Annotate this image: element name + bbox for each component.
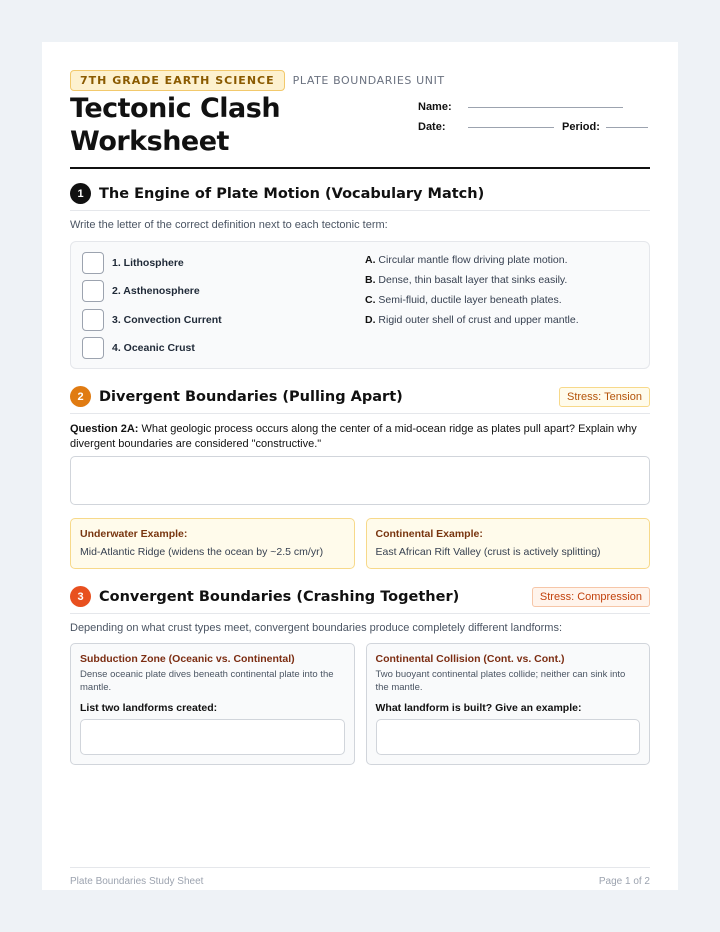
section-header <box>70 386 650 414</box>
worksheet-header <box>70 70 650 169</box>
section-header <box>70 183 650 211</box>
answer-box-2a[interactable] <box>70 456 650 505</box>
date-field[interactable] <box>468 127 554 128</box>
answer-box[interactable] <box>80 719 345 755</box>
worksheet-page <box>42 42 678 890</box>
section-description: Depending on what crust types meet, convergent boundaries produce completely different landforms: <box>70 622 563 634</box>
term-label: 4. Oceanic Crust <box>112 341 195 354</box>
section-divergent <box>70 386 650 569</box>
section-title: The Engine of Plate Motion (Vocabulary Match) <box>99 185 485 202</box>
question-2a: Question 2A: What geologic process occurs along the center of a mid-ocean ridge as plates pull apart? Explain why divergent boundaries are considered "constructive." <box>70 423 637 450</box>
section-instructions: Write the letter of the correct definition next to each tectonic term: <box>70 219 388 231</box>
answer-checkbox[interactable] <box>82 337 104 359</box>
footer-title: Plate Boundaries Study Sheet <box>70 876 204 887</box>
period-field[interactable] <box>606 127 648 128</box>
definition-item: D. Rigid outer shell of crust and upper mantle. <box>365 314 579 326</box>
page-number: Page 1 of 2 <box>598 876 650 887</box>
definition-item: C. Semi-fluid, ductile layer beneath plates. <box>365 294 562 306</box>
section-title: Convergent Boundaries (Crashing Together) <box>99 588 460 605</box>
answer-checkbox[interactable] <box>82 252 104 274</box>
section-title: Divergent Boundaries (Pulling Apart) <box>99 388 403 405</box>
student-fields <box>418 97 650 137</box>
example-card: Underwater Example: Mid-Atlantic Ridge (widens the ocean by ~2.5 cm/yr) <box>70 518 355 569</box>
name-field[interactable] <box>468 107 623 108</box>
answer-box[interactable] <box>376 719 641 755</box>
page-footer <box>70 867 650 887</box>
name-label: Name: <box>418 101 452 113</box>
date-label: Date: <box>418 121 446 133</box>
term-row <box>82 337 222 359</box>
term-label: 1. Lithosphere <box>112 257 184 269</box>
page-title: Tectonic Clash Worksheet <box>70 93 281 157</box>
boundary-card: Continental Collision (Cont. vs. Cont.) Two buoyant continental plates collide; neither can sink into the mantle. What landform is built? Give an example: <box>366 643 651 765</box>
section-vocabulary <box>70 183 650 369</box>
unit-label: PLATE BOUNDARIES UNIT <box>292 73 445 87</box>
section-convergent <box>70 586 650 765</box>
term-row <box>82 252 222 274</box>
term-row <box>82 309 222 331</box>
vocab-match-box <box>70 241 650 369</box>
example-card: Continental Example: East African Rift Valley (crust is actively splitting) <box>366 518 651 569</box>
section-number-badge: 2 <box>70 386 91 407</box>
term-row <box>82 280 222 302</box>
answer-checkbox[interactable] <box>82 280 104 302</box>
term-label: 3. Convection Current <box>112 313 222 326</box>
definition-item: A. Circular mantle flow driving plate motion. <box>365 254 568 266</box>
term-label: 2. Asthenosphere <box>112 285 200 298</box>
stress-badge: Stress: Tension <box>559 387 650 407</box>
boundary-card: Subduction Zone (Oceanic vs. Continental) Dense oceanic plate dives beneath continental plate into the mantle. List two landforms created: <box>70 643 355 765</box>
period-label: Period: <box>562 121 600 133</box>
grade-tag: 7TH GRADE EARTH SCIENCE <box>70 70 285 91</box>
section-number-badge: 3 <box>70 586 91 607</box>
answer-checkbox[interactable] <box>82 309 104 331</box>
definition-item: B. Dense, thin basalt layer that sinks easily. <box>365 274 568 286</box>
section-header <box>70 586 650 614</box>
stress-badge: Stress: Compression <box>532 587 650 607</box>
section-number-badge: 1 <box>70 183 91 204</box>
